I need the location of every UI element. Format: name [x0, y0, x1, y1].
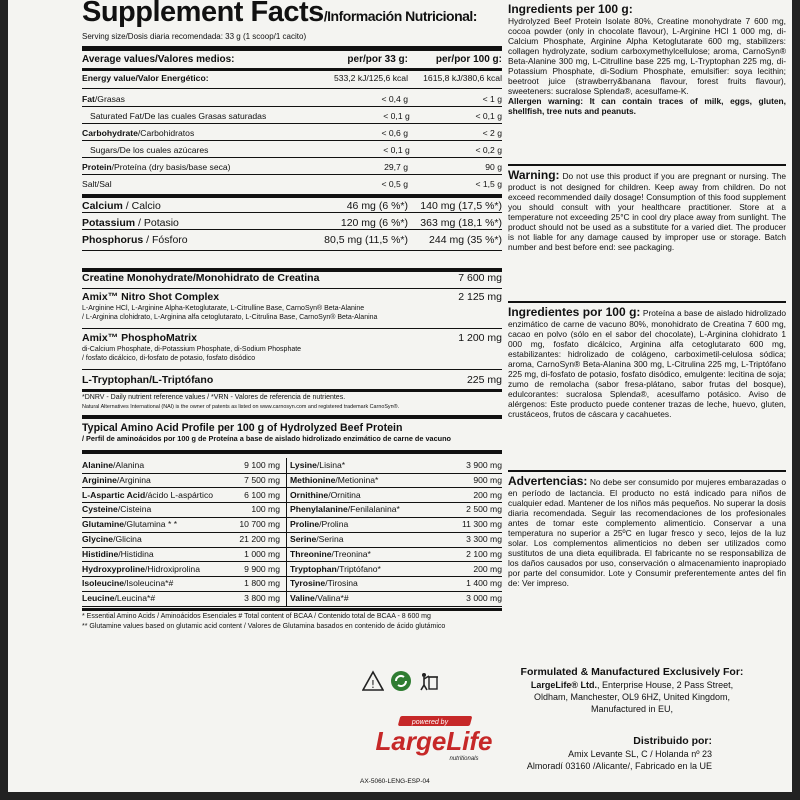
divider-thin — [82, 106, 502, 107]
nutrient-name — [82, 95, 318, 105]
divider-thin — [82, 288, 502, 289]
caution-triangle-icon — [362, 670, 384, 692]
nutrient-name-en: Phosphorus — [82, 233, 144, 246]
nutrient-name — [82, 74, 318, 84]
nutrient-name-es: Sugars/De los cuales azúcares — [90, 146, 209, 156]
tryptophan-value: 225 mg — [466, 374, 502, 386]
value-per-100g: < 0,2 g — [475, 145, 502, 156]
nutrient-name-en: Potassium — [82, 216, 136, 229]
divider — [508, 470, 786, 472]
nutrient-name-en: Protein — [82, 163, 112, 173]
divider-thick — [82, 450, 502, 454]
manufacturer-title: Formulated & Manufactured Exclusively For: — [520, 666, 744, 678]
amino-name-es: /Hidroxiprolina — [145, 563, 200, 574]
header-per-serving: per/por 33 g: — [347, 54, 408, 66]
amino-name-en: Leucine — [82, 593, 115, 604]
amino-value: 2 100 mg — [466, 548, 502, 559]
value-per-serving: 533,2 kJ/125,6 kcal — [333, 73, 408, 84]
amino-name-en: Methionine — [290, 474, 336, 485]
divider — [508, 164, 786, 166]
nutrient-name-en: Energy value/Valor Energético: — [82, 74, 209, 84]
amino-name-en: Tryptophan — [290, 563, 337, 574]
amino-value-cell — [220, 461, 286, 471]
recycling-icons — [362, 670, 440, 692]
nutrient-name — [82, 129, 318, 139]
carnosyn-note: Natural Alternatives International (NAI) is the owner of patents as listed on www.carnosyn.com and registered trademark CarnoSyn®. — [82, 404, 400, 410]
amino-value-cell — [220, 550, 286, 560]
distributor-line2: Almoradí 03160 /Alicante/, Fabricado en la UE — [526, 761, 712, 772]
logo-nutritionals: nutritionals — [449, 756, 479, 762]
nitro-sub-es: / L-Arginina clohidrato, L-Arginina alfa cetoglutarato, L-Citrulina Base, CarnoSyn® Beta-Alanina — [82, 314, 378, 321]
amino-value: 2 500 mg — [466, 504, 502, 515]
amino-column-separator — [286, 458, 287, 606]
advertencias-es — [508, 474, 786, 588]
value-per-100g: < 2 g — [482, 128, 502, 139]
creatine-value: 7 600 mg — [458, 272, 502, 284]
ingredients-es-text: Proteína a base de aislado hidrolizado enzimático de carne de vacuno 80%, monohidrato de Creatina 7 600 mg, cacao en polvo (sólo en el sabor del chocolate), L-Arginina clohidrato 1 000 mg, fosfato dicálcico, Arginina alfa cetoglutarato 600 mg, estabilizantes: hidrolizado de colágeno, carboximetil-celulosa sódica; aroma, CarnoSyn® Beta-Alanina 300 mg, L-Citrulina 225 mg, L-Triptófano 225 mg, di-fosfato de potasio, fosfato disódico, emulgente: lecitina de soja; zumo de remolacha (sabor fresa-plátano, sabor frutas del bosque), edulcorantes: sucralosa Splenda®, acesulfamo potásico. Aviso de alérgenos: Este producto puede contener trazas de leche, huevo, gluten, crustáceos, frutos de cáscara y cacahuetes. — [508, 308, 787, 420]
amino-value-cell — [220, 491, 286, 501]
distributor-line1: Amix Levante SL, C / Holanda nº 23 — [568, 749, 712, 760]
nutrient-name-es: / Calcio — [122, 199, 161, 212]
manufacturer-name: LargeLife® Ltd. — [530, 680, 598, 691]
amino-name-en: Tyrosine — [290, 578, 326, 589]
warning-heading: Warning: — [508, 168, 560, 182]
amino-name-en: Glutamine — [82, 519, 125, 530]
amino-name-en: Valine — [290, 593, 315, 604]
manufacturer-info — [472, 665, 792, 716]
amino-value: 3 300 mg — [466, 534, 502, 545]
amino-name — [82, 535, 220, 545]
amino-title: Typical Amino Acid Profile per 100 g of Hydrolyzed Beef Protein — [82, 422, 403, 434]
tryptophan-title: L-Tryptophan/L-Triptófano — [82, 374, 214, 386]
divider-thin — [82, 328, 502, 329]
nutrient-name — [82, 180, 318, 190]
nutrient-row — [82, 216, 502, 230]
amino-value-cell — [440, 594, 502, 604]
amino-name-es: /Glicina — [113, 534, 142, 545]
amino-name-en: Ornithine — [290, 489, 329, 500]
divider — [508, 301, 786, 303]
amino-name — [286, 565, 440, 575]
amino-name-es: /Lisina* — [316, 460, 346, 471]
amino-value-cell — [440, 491, 502, 501]
ingredients-es-heading: Ingredientes por 100 g: — [508, 305, 641, 319]
divider-thin — [82, 123, 502, 124]
phospho-sub-es: / fosfato dicálcico, di-fosfato de potasio, fosfato disódico — [82, 355, 256, 362]
green-dot-recycle-icon — [390, 670, 412, 692]
nutrient-row — [82, 127, 502, 141]
allergen-warning-en: Allergen warning: It can contain traces of milk, eggs, gluten, shellfish, tree nuts and peanuts. — [508, 96, 786, 117]
phospho-title: Amix™ PhosphoMatrix — [82, 332, 197, 344]
value-per-100g: 244 mg (35 %*) — [429, 233, 502, 246]
amino-value-cell — [440, 565, 502, 575]
amino-value: 21 200 mg — [239, 534, 280, 545]
logo-wordmark: LargeLife — [375, 726, 493, 756]
divider-thin — [82, 369, 502, 370]
nutrient-row — [82, 161, 502, 175]
amino-name — [82, 461, 220, 471]
tidy-man-bin-icon — [418, 670, 440, 692]
amino-value-cell — [220, 476, 286, 486]
amino-name — [82, 550, 220, 560]
amino-name-es: /Fenilalanina* — [347, 504, 400, 515]
amino-name-es: /ácido L-aspártico — [145, 489, 214, 500]
facts-header-row — [82, 53, 502, 67]
nutrient-name-es: /Carbohidratos — [137, 129, 195, 139]
header-label: Average values/Valores medios: — [82, 54, 235, 66]
nutrient-name-en: Carbohydrate — [82, 129, 138, 139]
divider-thin — [82, 157, 502, 158]
phospho-sub-en: di-Calcium Phosphate, di-Potassium Phosphate, di-Sodium Phosphate — [82, 346, 302, 353]
nitro-sub-en: L-Arginine HCl, L-Arginine Alpha-Ketoglutarate, L-Citrulline Base, CarnoSyn® Beta-Alanine — [82, 305, 365, 312]
nutrient-name — [82, 217, 318, 229]
nutrient-row — [82, 144, 502, 158]
amino-name-en: L-Aspartic Acid — [82, 489, 146, 500]
amino-name-es: /Ornitina — [328, 489, 361, 500]
distributor-title: Distribuido por: — [633, 735, 712, 747]
amino-name — [82, 505, 220, 515]
amino-value: 9 900 mg — [244, 563, 280, 574]
amino-value: 11 300 mg — [462, 519, 502, 530]
amino-name — [286, 461, 440, 471]
amino-name-es: /Leucina*# — [114, 593, 156, 604]
manufacturer-line2: Oldham, Manchester, OL9 6HZ, United Kingdom, — [533, 692, 731, 703]
divider-thin — [82, 88, 502, 89]
divider-thin — [82, 229, 502, 230]
amino-name-es: /Glutamina * * — [124, 519, 178, 530]
amino-value-cell — [440, 461, 502, 471]
amino-name-es: /Arginina — [116, 474, 151, 485]
amino-value: 1 800 mg — [244, 578, 280, 589]
amino-value: 1 000 mg — [244, 548, 280, 559]
nutrient-name-es: / Potasio — [135, 216, 179, 229]
manufacturer-line1 — [472, 679, 792, 691]
value-per-serving: < 0,1 g — [383, 111, 410, 122]
value-per-serving: 120 mg (6 %*) — [340, 216, 408, 229]
ingredients-en-heading: Ingredients per 100 g: — [508, 2, 633, 16]
divider-thin — [82, 606, 502, 607]
dnrv-note: *DNRV - Daily nutrient reference values / *VRN - Valores de referencia de nutrientes. — [82, 394, 346, 401]
divider-thin — [82, 250, 502, 251]
nutrient-name-en: Calcium — [82, 199, 123, 212]
amino-name-en: Serine — [290, 534, 317, 545]
amino-name-es: /Histidina — [118, 548, 154, 559]
nitro-title: Amix™ Nitro Shot Complex — [82, 291, 220, 303]
amino-value: 100 mg — [251, 504, 280, 515]
value-per-100g: 363 mg (18,1 %*) — [420, 216, 502, 229]
value-per-serving: 46 mg (6 %*) — [346, 199, 408, 212]
amino-value-cell — [220, 594, 286, 604]
divider-thick — [82, 415, 502, 419]
header-per-100g: per/por 100 g: — [435, 54, 502, 66]
value-per-100g: 1615,8 kJ/380,6 kcal — [423, 73, 502, 84]
amino-value: 1 400 mg — [466, 578, 502, 589]
svg-text:!: ! — [370, 678, 376, 691]
facts-title — [82, 0, 477, 29]
value-per-100g: 90 g — [485, 162, 502, 173]
amino-name-es: /Cisteina — [117, 504, 152, 515]
amino-name-en: Lysine — [290, 460, 317, 471]
amino-note-1: * Essential Amino Acids / Aminoácidos Esenciales # Total content of BCAA / Contenido total de BCAA - 8 600 mg — [82, 613, 431, 620]
value-per-100g: < 1,5 g — [475, 179, 502, 190]
serving-size: Serving size/Dosis diaria recomendada: 33 g (1 scoop/1 cacito) — [82, 32, 307, 41]
amino-name — [286, 550, 440, 560]
divider-thick — [82, 389, 502, 392]
amino-name-es: /Metionina* — [335, 474, 379, 485]
amino-value-cell — [220, 579, 286, 589]
nutrient-name-es: /Grasas — [94, 95, 125, 105]
amino-name-en: Isoleucine — [82, 578, 125, 589]
nutrient-name — [82, 234, 318, 246]
amino-value: 7 500 mg — [244, 474, 280, 485]
amino-value-cell — [220, 520, 286, 530]
product-code: AX-5060-LENG-ESP-04 — [360, 778, 430, 785]
amino-value-cell — [440, 520, 502, 530]
value-per-serving: 29,7 g — [384, 162, 408, 173]
left-edge — [0, 0, 8, 800]
phospho-value: 1 200 mg — [458, 332, 502, 344]
amino-name-es: /Prolina — [319, 519, 349, 530]
amino-name — [286, 579, 440, 589]
nutrient-row — [82, 72, 502, 86]
amino-value: 200 mg — [473, 489, 502, 500]
amino-value-cell — [440, 476, 502, 486]
amino-name — [82, 579, 220, 589]
divider-thick — [82, 46, 502, 51]
amino-name-en: Arginine — [82, 474, 117, 485]
advertencias-text: No debe ser consumido por mujeres embarazadas o en período de lactancia. El producto no está indicado para niños de cualquier edad. Mantener de los niños más pequeños. No superar la dosis diaria recomendada. Seguir las recomendaciones de los profesionales antes de tomar este complemento alimenticio. Conservar a una temperatura no superior a 25ºC en lugar fresco y seco, lejos de la luz solar. Los complementos alimenticios no deben ser utilizados como sustitutos de una dieta equilibrada. El fabricante no se responsabiliza de los daños causados por uso, conservación o almacenamiento inapropiado por parte del consumidor. Lote y Consumir preferentemente antes del fin de: Ver impreso. — [508, 477, 786, 589]
amino-value: 3 000 mg — [466, 593, 502, 604]
amino-name — [286, 476, 440, 486]
nutrient-name — [82, 200, 318, 212]
amino-name — [82, 491, 220, 501]
nutrient-name-en: Fat — [82, 95, 95, 105]
ingredients-en — [508, 2, 786, 116]
amino-note-2: ** Glutamine values based on glutamic acid content / Valores de Glutamina basados en contenido de ácido glutámico — [82, 623, 446, 630]
nutrient-name — [82, 163, 318, 173]
manufacturer-line3: Manufactured in EU, — [590, 704, 674, 715]
divider-thin — [82, 174, 502, 175]
logo-powered-by: powered by — [411, 719, 449, 726]
amino-value-cell — [220, 535, 286, 545]
amino-name-es: /Valina*# — [314, 593, 349, 604]
amino-name — [82, 520, 220, 530]
ingredients-es — [508, 305, 786, 419]
divider-thick — [82, 68, 502, 71]
value-per-serving: 80,5 mg (11,5 %*) — [324, 233, 408, 246]
divider-thin — [82, 194, 502, 198]
amino-value: 6 100 mg — [244, 489, 280, 500]
value-per-serving: < 0,6 g — [381, 128, 408, 139]
amino-name-en: Alanine — [82, 460, 114, 471]
value-per-serving: < 0,4 g — [381, 94, 408, 105]
amino-name — [82, 565, 220, 575]
amino-value-cell — [220, 565, 286, 575]
value-per-100g: 140 mg (17,5 %*) — [420, 199, 502, 212]
nutrient-name-es: Saturated Fat/De las cuales Grasas saturadas — [90, 112, 267, 122]
nutrient-row — [82, 233, 502, 247]
amino-name-en: Glycine — [82, 534, 114, 545]
nutrient-name-es: Salt/Sal — [82, 180, 112, 190]
value-per-100g: < 1 g — [482, 94, 502, 105]
nutrient-name — [82, 146, 322, 156]
amino-name-en: Threonine — [290, 548, 332, 559]
divider-thin — [82, 140, 502, 141]
nutrient-name — [82, 112, 322, 122]
amino-name-es: /Alanina — [113, 460, 145, 471]
nutrient-name-es: / Fósforo — [143, 233, 188, 246]
divider-thin — [82, 212, 502, 213]
nutrient-name-es: /Proteína (dry basis/base seca) — [111, 163, 231, 173]
amino-value-cell — [220, 505, 286, 515]
ingredients-en-text: Hydrolyzed Beef Protein Isolate 80%, Creatine monohydrate 7 600 mg, cocoa powder (only in chocolate flavour), L-Arginine HCl 1 000 mg, di-Calcium Phosphate, Arginine Alpha Ketoglutarate 600 mg, stabilizers: collagen hydrolyzate, sodium carboxymethylcellulose; aroma, CarnoSyn® Beta-Alanine 300 mg, L-Citrulline base 225 mg, L-Tryptophan 225 mg, di-Potassium Phosphate, di-Sodium Phosphate, emulsifier: soya lecithin; beetroot juice (strawberry&banana flavour, forest fruits flavour), sweeteners: sucralose Splenda®, acesulfame-K. — [508, 16, 786, 97]
amino-value: 900 mg — [473, 474, 502, 485]
amino-value: 3 900 mg — [466, 460, 502, 471]
amino-name — [82, 476, 220, 486]
amino-value: 3 800 mg — [244, 593, 280, 604]
distributor-info — [472, 734, 712, 772]
facts-title-sub: /Información Nutricional: — [323, 8, 477, 24]
creatine-title: Creatine Monohydrate/Monohidrato de Creatina — [82, 272, 320, 284]
nutrient-row — [82, 199, 502, 213]
amino-value: 9 100 mg — [244, 460, 280, 471]
nutrient-row — [82, 110, 502, 124]
manufacturer-address: , Enterprise House, 2 Pass Street, — [597, 680, 734, 691]
amino-name — [286, 491, 440, 501]
amino-name-en: Histidine — [82, 548, 119, 559]
amino-value-cell — [440, 550, 502, 560]
amino-name-es: /Isoleucina*# — [124, 578, 174, 589]
amino-name-en: Phenylalanine — [290, 504, 348, 515]
amino-value-cell — [440, 505, 502, 515]
value-per-100g: < 0,1 g — [475, 111, 502, 122]
amino-value: 10 700 mg — [239, 519, 280, 530]
amino-name-es: /Serina — [316, 534, 344, 545]
value-per-serving: < 0,1 g — [383, 145, 410, 156]
warning-en — [508, 168, 786, 252]
amino-name-es: /Treonina* — [331, 548, 371, 559]
amino-name-es: /Triptófano* — [336, 563, 381, 574]
amino-name — [286, 535, 440, 545]
amino-name-en: Cysteine — [82, 504, 118, 515]
nutrient-row — [82, 178, 502, 192]
amino-name-en: Hydroxyproline — [82, 563, 146, 574]
nitro-value: 2 125 mg — [458, 291, 502, 303]
value-per-serving: < 0,5 g — [381, 179, 408, 190]
warning-text: Do not use this product if you are pregnant or nursing. The product is not designed for children. Keep away from children. Do not exceed recommended daily dosage! Consumption of this food supplement you should consult with your healthcare practitioner. Store at a temperature not exceeding 25°C in cool dry place away from sunlight. The product should not be used as a substitute for a varied diet. The producer is not liable for any damage caused by improper use or storage. Batch number and best before end: see packaging. — [508, 171, 787, 253]
advertencias-heading: Advertencias: — [508, 474, 588, 488]
amino-name — [82, 594, 220, 604]
amino-name — [286, 594, 440, 604]
amino-name — [286, 520, 440, 530]
amino-name-es: /Tirosina — [325, 578, 358, 589]
amino-name — [286, 505, 440, 515]
amino-value-cell — [440, 535, 502, 545]
amino-name-en: Proline — [290, 519, 320, 530]
facts-title-text: Supplement Facts — [82, 0, 324, 28]
nutrient-row — [82, 93, 502, 107]
amino-subtitle: / Perfil de aminoácidos por 100 g de Proteína a base de aislado hidrolizado enzimático de carne de vacuno — [82, 434, 452, 443]
right-edge — [792, 0, 800, 800]
divider-thick — [82, 608, 502, 611]
amino-value-cell — [440, 579, 502, 589]
amino-value: 200 mg — [473, 563, 502, 574]
